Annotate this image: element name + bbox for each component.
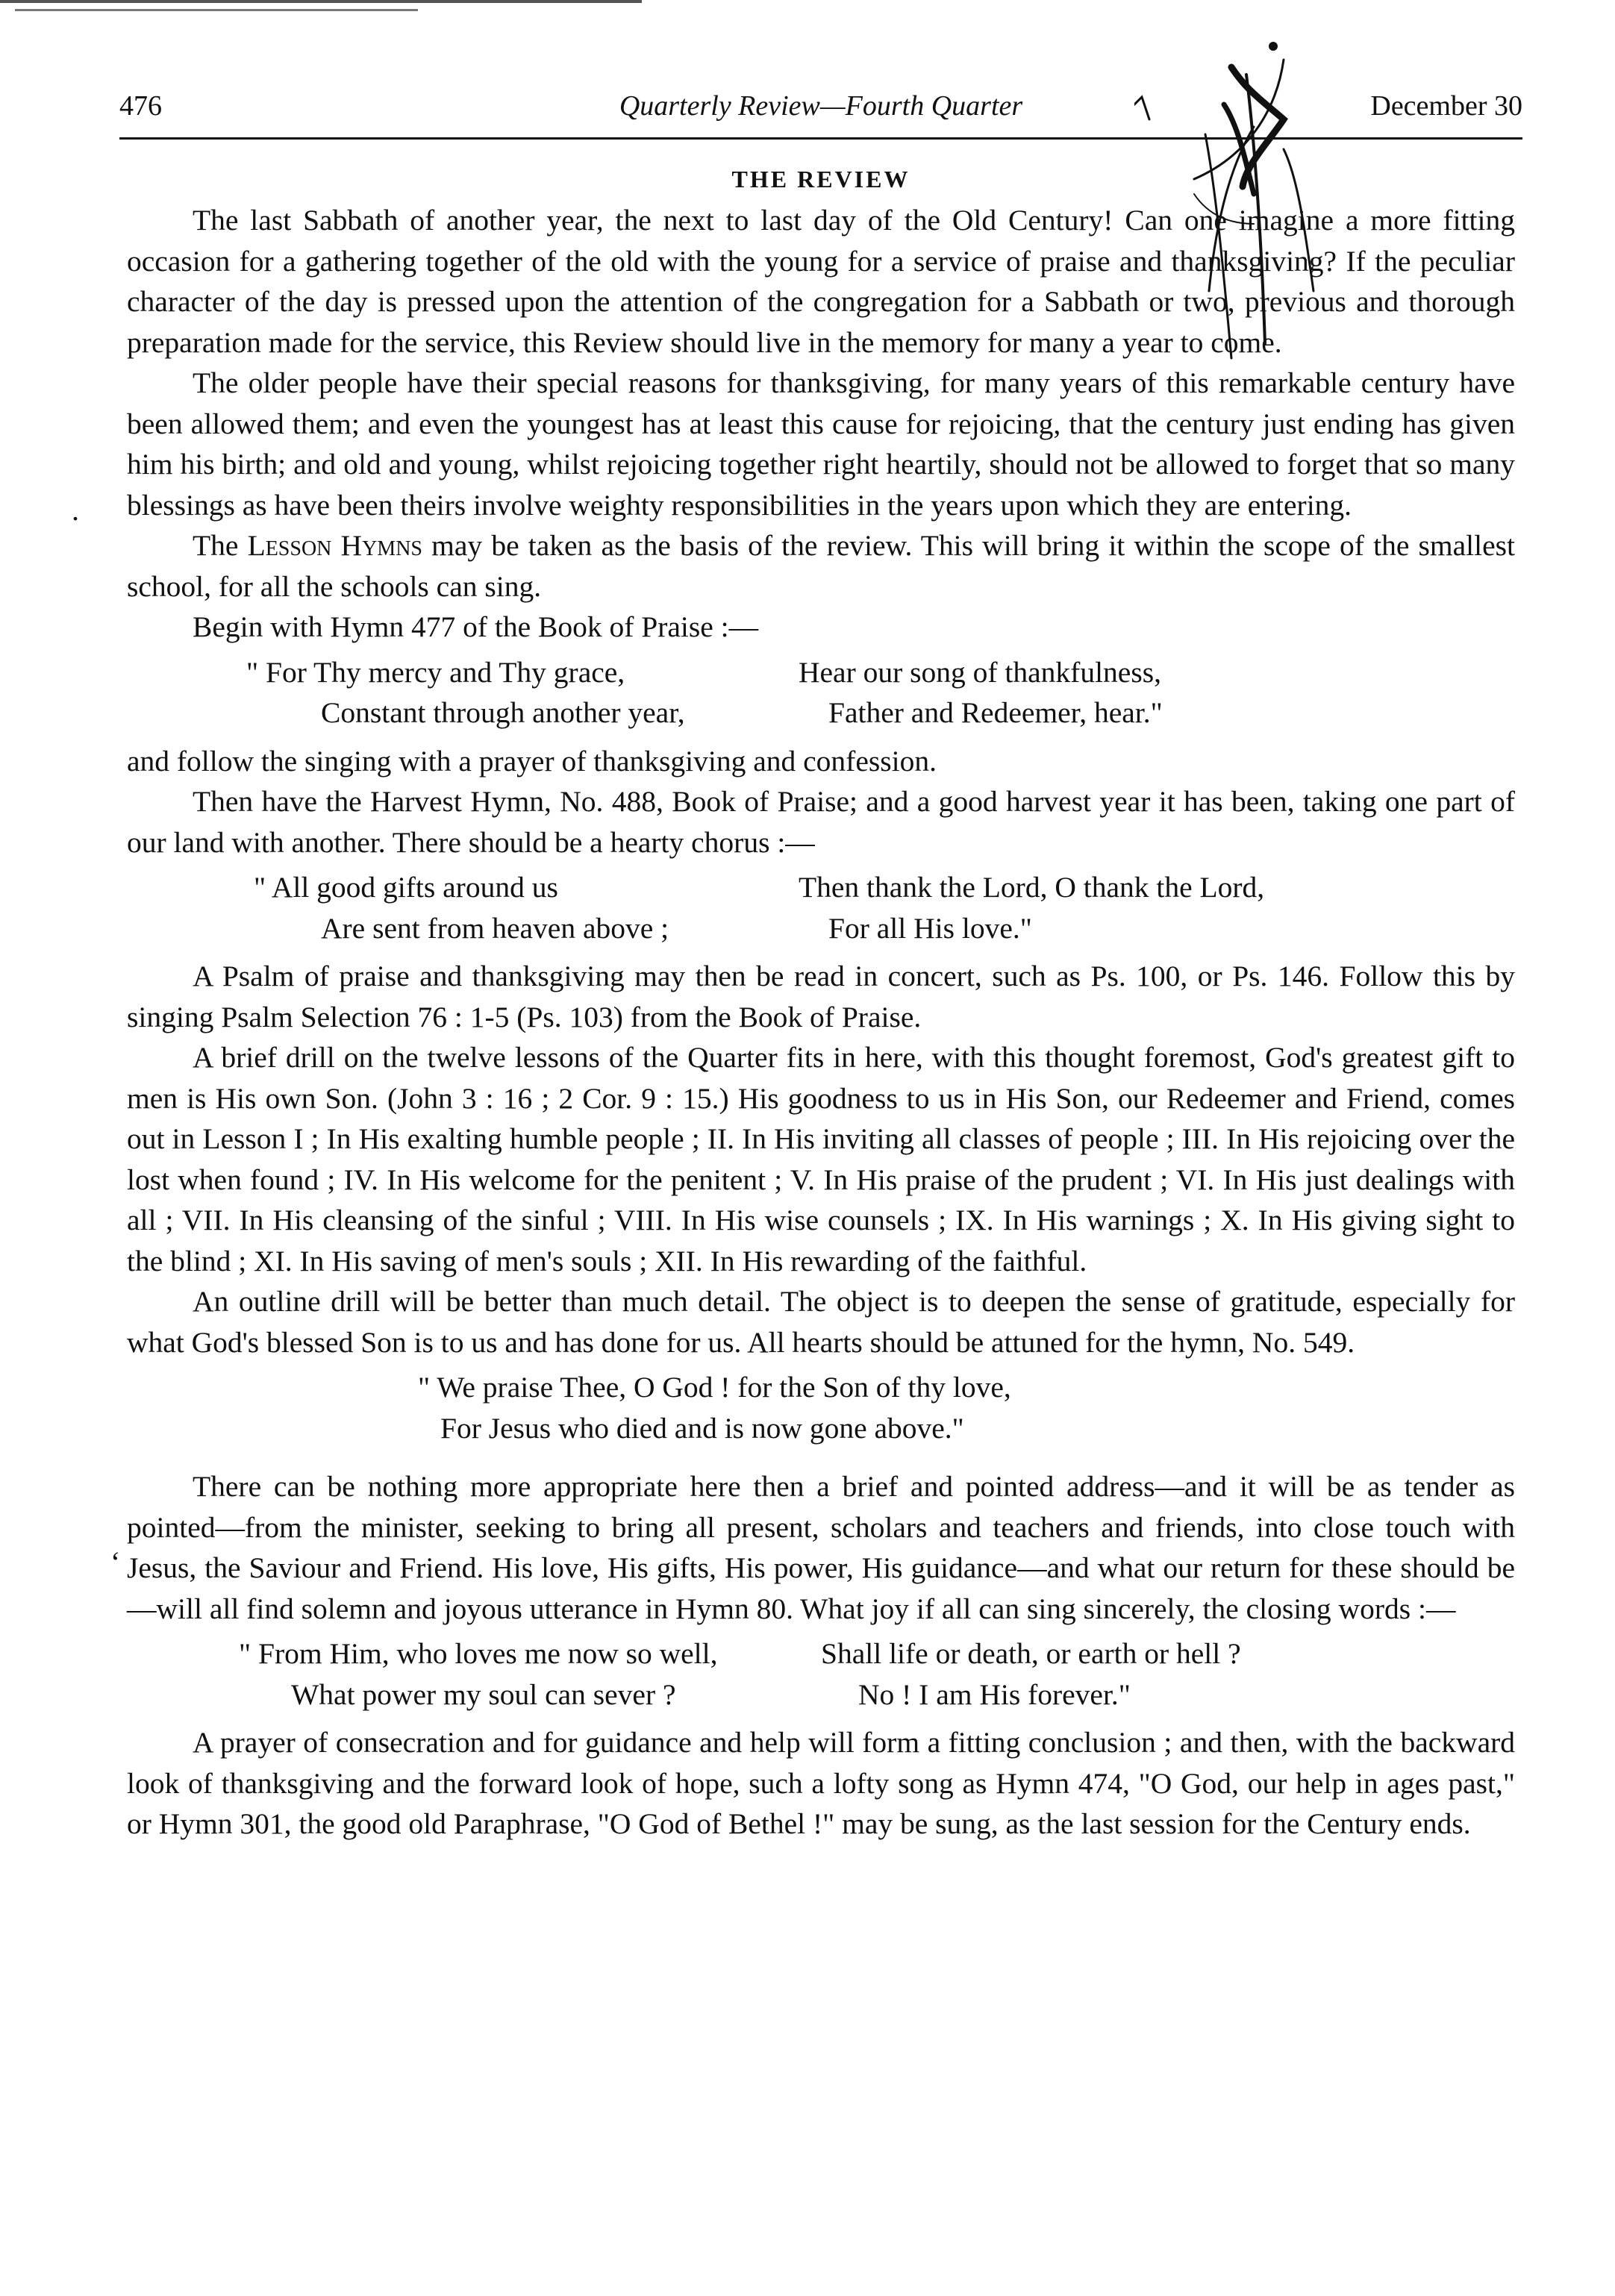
paragraph: A prayer of consecration and for guidance and help will form a fitting conclusion ; and then, with the backward look of thanksgiving and the forward look of hope, such a lofty song as Hymn 474, "O God, our help in ages past," or Hymn 301, the good old Paraphrase, "O God of Bethel !" may be sung, as the last session for the Century ends. [127,1726,1515,1840]
paragraph: Then have the Harvest Hymn, No. 488, Book of Praise; and a good harvest year it has been, taking one part of our land with another. There should be a hearty chorus :— [127,785,1515,859]
scan-edge-mark [15,9,418,11]
paragraph: A Psalm of praise and thanksgiving may then be read in concert, such as Ps. 100, or Ps. 146. Follow this by singing Psalm Selection 76 : 1-5 (Ps. 103) from the Book of Praise. [127,960,1515,1033]
harvest-chorus-verse [127,867,1515,948]
lesson-hymns-term: Lesson Hymns [247,529,422,562]
verse-line: Constant through another year, [321,696,685,729]
verse-line: Shall life or death, or earth or hell ? [821,1637,1241,1670]
verse-line: " From Him, who loves me now so well, [239,1637,718,1670]
paragraph [127,525,1515,607]
scan-edge-mark [0,0,642,3]
page-body [127,163,1515,1845]
page-number: 476 [119,90,162,122]
paragraph: A brief drill on the twelve lessons of the Quarter fits in here, with this thought foremost, God's greatest gift to men is His own Son. (John 3 : 16 ; 2 Cor. 9 : 15.) His goodness to us in His Son, our Redeemer and Friend, comes out in Lesson I ; In His exalting humble people ; II. In His inviting all classes of people ; III. In His rejoicing over the lost when found ; IV. In His welcome for the penitent ; V. In His praise of the prudent ; VI. In His just dealings with all ; VII. In His cleansing of the sinful ; VIII. In His wise counsels ; IX. In His warnings ; X. In His giving sight to the blind ; XI. In His saving of men's souls ; XII. In His rewarding of the faithful. [127,1041,1515,1277]
paragraph: and follow the singing with a prayer of thanksgiving and confession. [127,744,937,778]
verse-line: Father and Redeemer, hear." [828,696,1163,729]
paragraph: The last Sabbath of another year, the next to last day of the Old Century! Can one imagine a more fitting occasion for a gathering together of the old with the young for a service of praise and thanksgiving? If the peculiar character of the day is pressed upon the attention of the congregation for a Sabbath or two, previous and thorough preparation made for the service, this Review should live in the memory for many a year to come. [127,204,1515,359]
running-header [119,90,1522,142]
section-title: THE REVIEW [731,166,910,193]
verse-line: Hear our song of thankfulness, [799,655,1161,689]
ink-dot [1269,42,1278,51]
verse-line: For Jesus who died and is now gone above." [440,1411,964,1445]
verse-line: What power my soul can sever ? [291,1677,676,1711]
header-date: December 30 [1370,90,1522,122]
closing-words-verse [127,1633,1515,1715]
header-rule [119,137,1522,140]
verse-line: " All good gifts around us [254,871,558,904]
stray-mark: ʻ [110,1545,121,1579]
verse-line: No ! I am His forever." [858,1677,1131,1711]
verse-line: Then thank the Lord, O thank the Lord, [799,871,1265,904]
paragraph-rest: may be taken as the basis of the review. This will bring it within the scope of the smallest school, for all the schools can sing. [127,529,1515,603]
verse-line: " For Thy mercy and Thy grace, [246,655,625,689]
paragraph-lead: The [193,529,248,562]
hymn-verse-549 [127,1367,1515,1448]
hymn-verse-477 [127,652,1515,733]
paragraph: An outline drill will be better than much detail. The object is to deepen the sense of gratitude, especially for what God's blessed Son is to us and has done for us. All hearts should be attuned for the hymn, No. 549. [127,1285,1515,1359]
running-title: Quarterly Review—Fourth Quarter [619,90,1023,122]
paragraph: The older people have their special reasons for thanksgiving, for many years of this remarkable century have been allowed them; and even the youngest has at least this cause for rejoicing, that the century just ending has given him his birth; and old and young, whilst rejoicing together right heartily, should not be allowed to forget that so many blessings as have been theirs involve weighty responsibilities in the years upon which they are entering. [127,366,1515,522]
paragraph: There can be nothing more appropriate here then a brief and pointed address—and it will be as tender as pointed—from the minister, seeking to bring all present, scholars and teachers and friends, into close touch with Jesus, the Saviour and Friend. His love, His gifts, His power, His guidance—and what our return for these should be—will all find solemn and joyous utterance in Hymn 80. What joy if all can sing sincerely, the closing words :— [127,1470,1515,1625]
stray-mark: . [72,493,79,527]
verse-line: " We praise Thee, O God ! for the Son of thy love, [418,1371,1011,1404]
verse-line: For all His love." [828,911,1032,945]
verse-line: Are sent from heaven above ; [321,911,669,945]
paragraph: Begin with Hymn 477 of the Book of Praise :— [193,610,759,643]
